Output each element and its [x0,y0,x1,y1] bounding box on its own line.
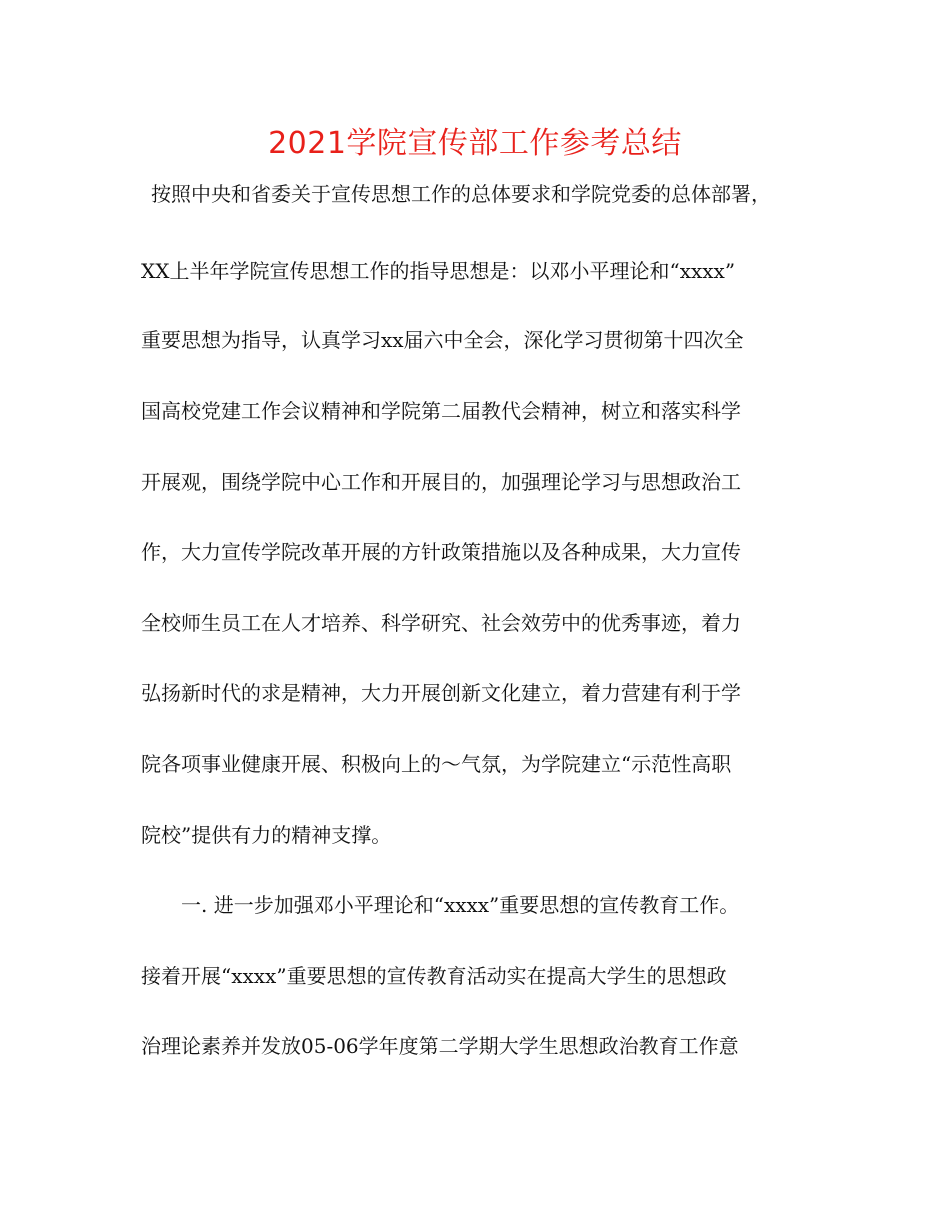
paragraph-line: 院各项事业健康开展、积极向上的～气氛，为学院建立“示范性高职 [141,752,732,776]
document-title: 2021学院宣传部工作参考总结 [268,126,682,161]
paragraph-line: 作，大力宣传学院改革开展的方针政策措施以及各种成果，大力宣传 [141,540,741,564]
paragraph-line: 按照中央和省委关于宣传思想工作的总体要求和学院党委的总体部署， [151,182,771,206]
paragraph-line: 治理论素养并发放05-06学年度第二学期大学生思想政治教育工作意 [141,1034,739,1058]
paragraph-line: 院校”提供有力的精神支撑。 [141,823,392,847]
paragraph-line: 开展观，围绕学院中心工作和开展目的，加强理论学习与思想政治工 [141,470,741,494]
paragraph-line: 重要思想为指导，认真学习xx届六中全会，深化学习贯彻第十四次全 [141,328,744,352]
paragraph-line: 弘扬新时代的求是精神，大力开展创新文化建立，着力营建有利于学 [141,681,741,705]
paragraph-line: 全校师生员工在人才培养、科学研究、社会效劳中的优秀事迹，着力 [141,611,741,635]
paragraph-line: XX上半年学院宣传思想工作的指导思想是：以邓小平理论和“xxxx” [141,259,736,283]
paragraph-line: 接着开展“xxxx”重要思想的宣传教育活动实在提高大学生的思想政 [141,964,727,988]
section-heading-line: 一. 进一步加强邓小平理论和“xxxx”重要思想的宣传教育工作。 [181,893,740,917]
paragraph-line: 国高校党建工作会议精神和学院第二届教代会精神，树立和落实科学 [141,399,741,423]
